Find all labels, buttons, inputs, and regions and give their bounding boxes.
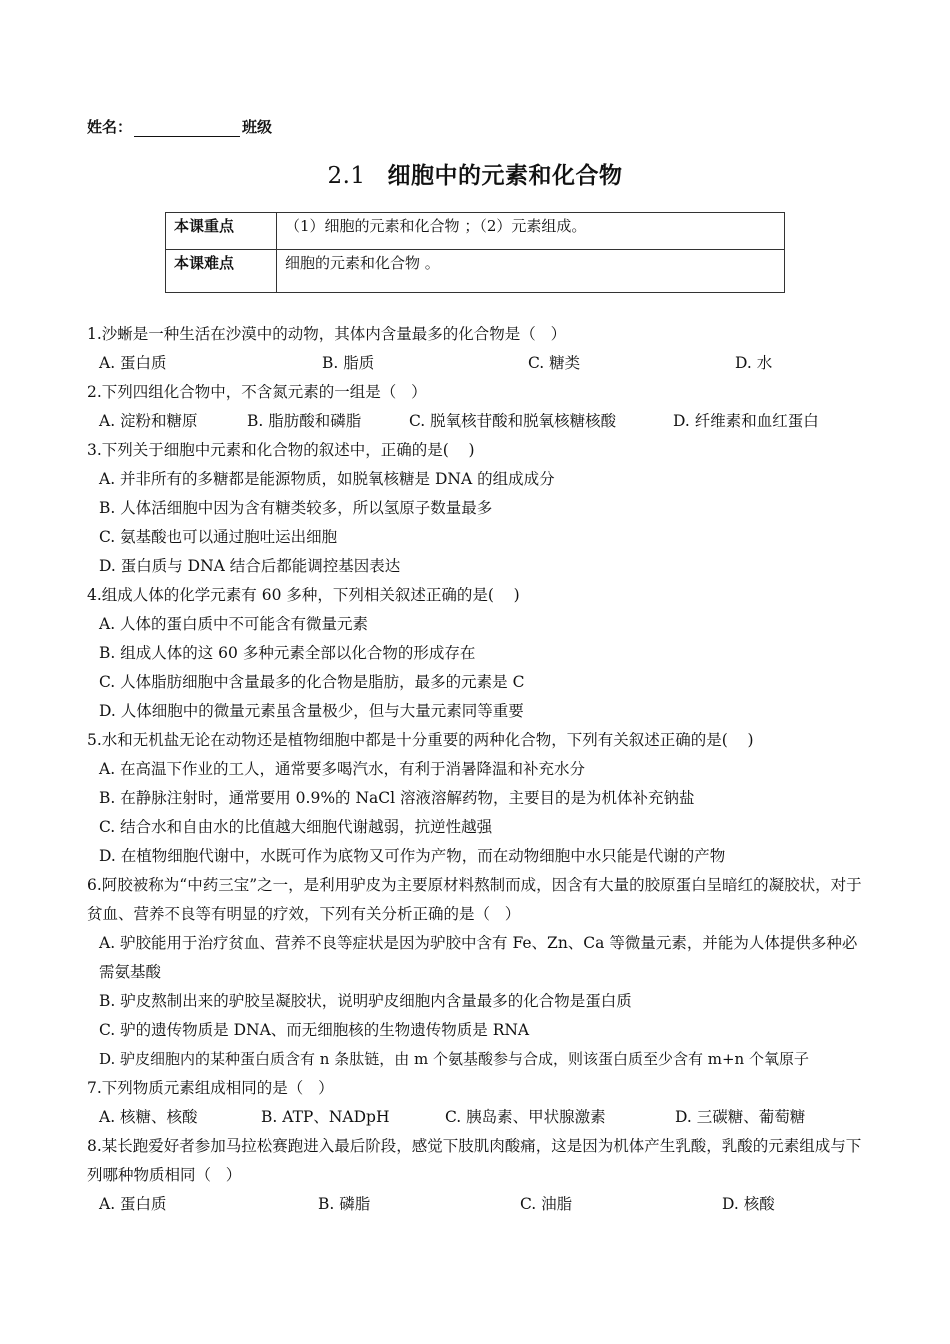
keypoint-key: 本课难点 [166,250,277,293]
option-b[interactable]: B. 驴皮熬制出来的驴胶呈凝胶状，说明驴皮细胞内含量最多的化合物是蛋白质 [99,992,632,1010]
question-stem: 1.沙蜥是一种生活在沙漠中的动物，其体内含量最多的化合物是（ ） [87,325,567,343]
option-a[interactable]: A. 淀粉和糖原 [99,412,198,430]
question-3 [87,436,867,581]
question-1 [87,320,867,378]
option-c[interactable]: C. 结合水和自由水的比值越大细胞代谢越弱，抗逆性越强 [99,818,493,836]
option-b[interactable]: B. 在静脉注射时，通常要用 0.9%的 NaCl 溶液溶解药物，主要目的是为机体补充钠盐 [99,789,695,807]
title-text: 细胞中的元素和化合物 [387,163,623,189]
option-d[interactable]: D. 核酸 [722,1195,775,1213]
question-6 [87,871,867,1074]
option-d[interactable]: D. 驴皮细胞内的某种蛋白质含有 n 条肽链，由 m 个氨基酸参与合成，则该蛋白质至少含有 m+n 个氧原子 [99,1050,809,1068]
page-title [0,157,950,190]
question-stem: 6.阿胶被称为“中药三宝”之一，是利用驴皮为主要原材料熬制而成，因含有大量的胶原蛋白呈暗红的凝胶状，对于贫血、营养不良等有明显的疗效，下列有关分析正确的是（ ） [87,876,862,923]
option-a[interactable]: A. 并非所有的多糖都是能源物质，如脱氧核糖是 DNA 的组成成分 [99,470,555,488]
keypoint-row [166,213,785,250]
option-a[interactable]: A. 人体的蛋白质中不可能含有微量元素 [99,615,369,633]
option-d[interactable]: D. 三碳糖、葡萄糖 [675,1108,806,1126]
option-a[interactable]: A. 驴胶能用于治疗贫血、营养不良等症状是因为驴胶中含有 Fe、Zn、Ca 等微量元素，并能为人体提供多种必需氨基酸 [99,934,858,981]
question-8 [87,1132,867,1219]
option-c[interactable]: C. 氨基酸也可以通过胞吐运出细胞 [99,528,338,546]
option-c[interactable]: C. 糖类 [528,354,581,372]
option-d[interactable]: D. 蛋白质与 DNA 结合后都能调控基因表达 [99,557,401,575]
option-b[interactable]: B. 组成人体的这 60 多种元素全部以化合物的形成存在 [99,644,476,662]
name-label: 姓名： [87,118,133,136]
option-d[interactable]: D. 在植物细胞代谢中，水既可作为底物又可作为产物，而在动物细胞中水只能是代谢的产物 [99,847,726,865]
question-stem: 7.下列物质元素组成相同的是（ ） [87,1079,334,1097]
question-stem: 3.下列关于细胞中元素和化合物的叙述中，正确的是( ) [87,441,475,459]
option-c[interactable]: C. 胰岛素、甲状腺激素 [445,1108,606,1126]
keypoint-value: 细胞的元素和化合物 。 [277,250,785,293]
option-row [87,407,867,436]
question-7 [87,1074,867,1132]
question-list [87,320,867,1219]
option-b[interactable]: B. 脂肪酸和磷脂 [247,412,362,430]
question-2 [87,378,867,436]
option-a[interactable]: A. 蛋白质 [99,1195,167,1213]
name-class-line [87,116,272,137]
option-row [87,349,867,378]
option-c[interactable]: C. 油脂 [520,1195,573,1213]
option-c[interactable]: C. 驴的遗传物质是 DNA、而无细胞核的生物遗传物质是 RNA [99,1021,530,1039]
question-stem: 2.下列四组化合物中，不含氮元素的一组是（ ） [87,383,427,401]
question-stem: 4.组成人体的化学元素有 60 多种，下列相关叙述正确的是( ) [87,586,520,604]
option-row [87,1190,867,1219]
question-5 [87,726,867,871]
option-d[interactable]: D. 水 [735,354,773,372]
class-label: 班级 [242,118,273,136]
question-stem: 5.水和无机盐无论在动物还是植物细胞中都是十分重要的两种化合物，下列有关叙述正确的是( ) [87,731,754,749]
option-row [87,1103,867,1132]
keypoint-row [166,250,785,293]
option-a[interactable]: A. 核糖、核酸 [99,1108,198,1126]
option-c[interactable]: C. 脱氧核苷酸和脱氧核糖核酸 [409,412,617,430]
option-b[interactable]: B. 脂质 [322,354,375,372]
keypoint-value: （1）细胞的元素和化合物 ；（2）元素组成。 [277,213,785,250]
name-blank[interactable] [134,120,240,137]
option-a[interactable]: A. 在高温下作业的工人，通常要多喝汽水，有利于消暑降温和补充水分 [99,760,586,778]
option-a[interactable]: A. 蛋白质 [99,354,167,372]
title-number: 2.1 [327,163,366,189]
option-b[interactable]: B. 磷脂 [318,1195,371,1213]
option-b[interactable]: B. ATP、NADpH [261,1108,390,1126]
keypoints-table [165,212,785,293]
option-c[interactable]: C. 人体脂肪细胞中含量最多的化合物是脂肪，最多的元素是 C [99,673,525,691]
question-stem: 8.某长跑爱好者参加马拉松赛跑进入最后阶段，感觉下肢肌肉酸痛，这是因为机体产生乳酸，乳酸的元素组成与下列哪种物质相同（ ） [87,1137,862,1184]
option-b[interactable]: B. 人体活细胞中因为含有糖类较多，所以氢原子数量最多 [99,499,493,517]
question-4 [87,581,867,726]
option-d[interactable]: D. 人体细胞中的微量元素虽含量极少，但与大量元素同等重要 [99,702,524,720]
keypoint-key: 本课重点 [166,213,277,250]
option-d[interactable]: D. 纤维素和血红蛋白 [673,412,819,430]
